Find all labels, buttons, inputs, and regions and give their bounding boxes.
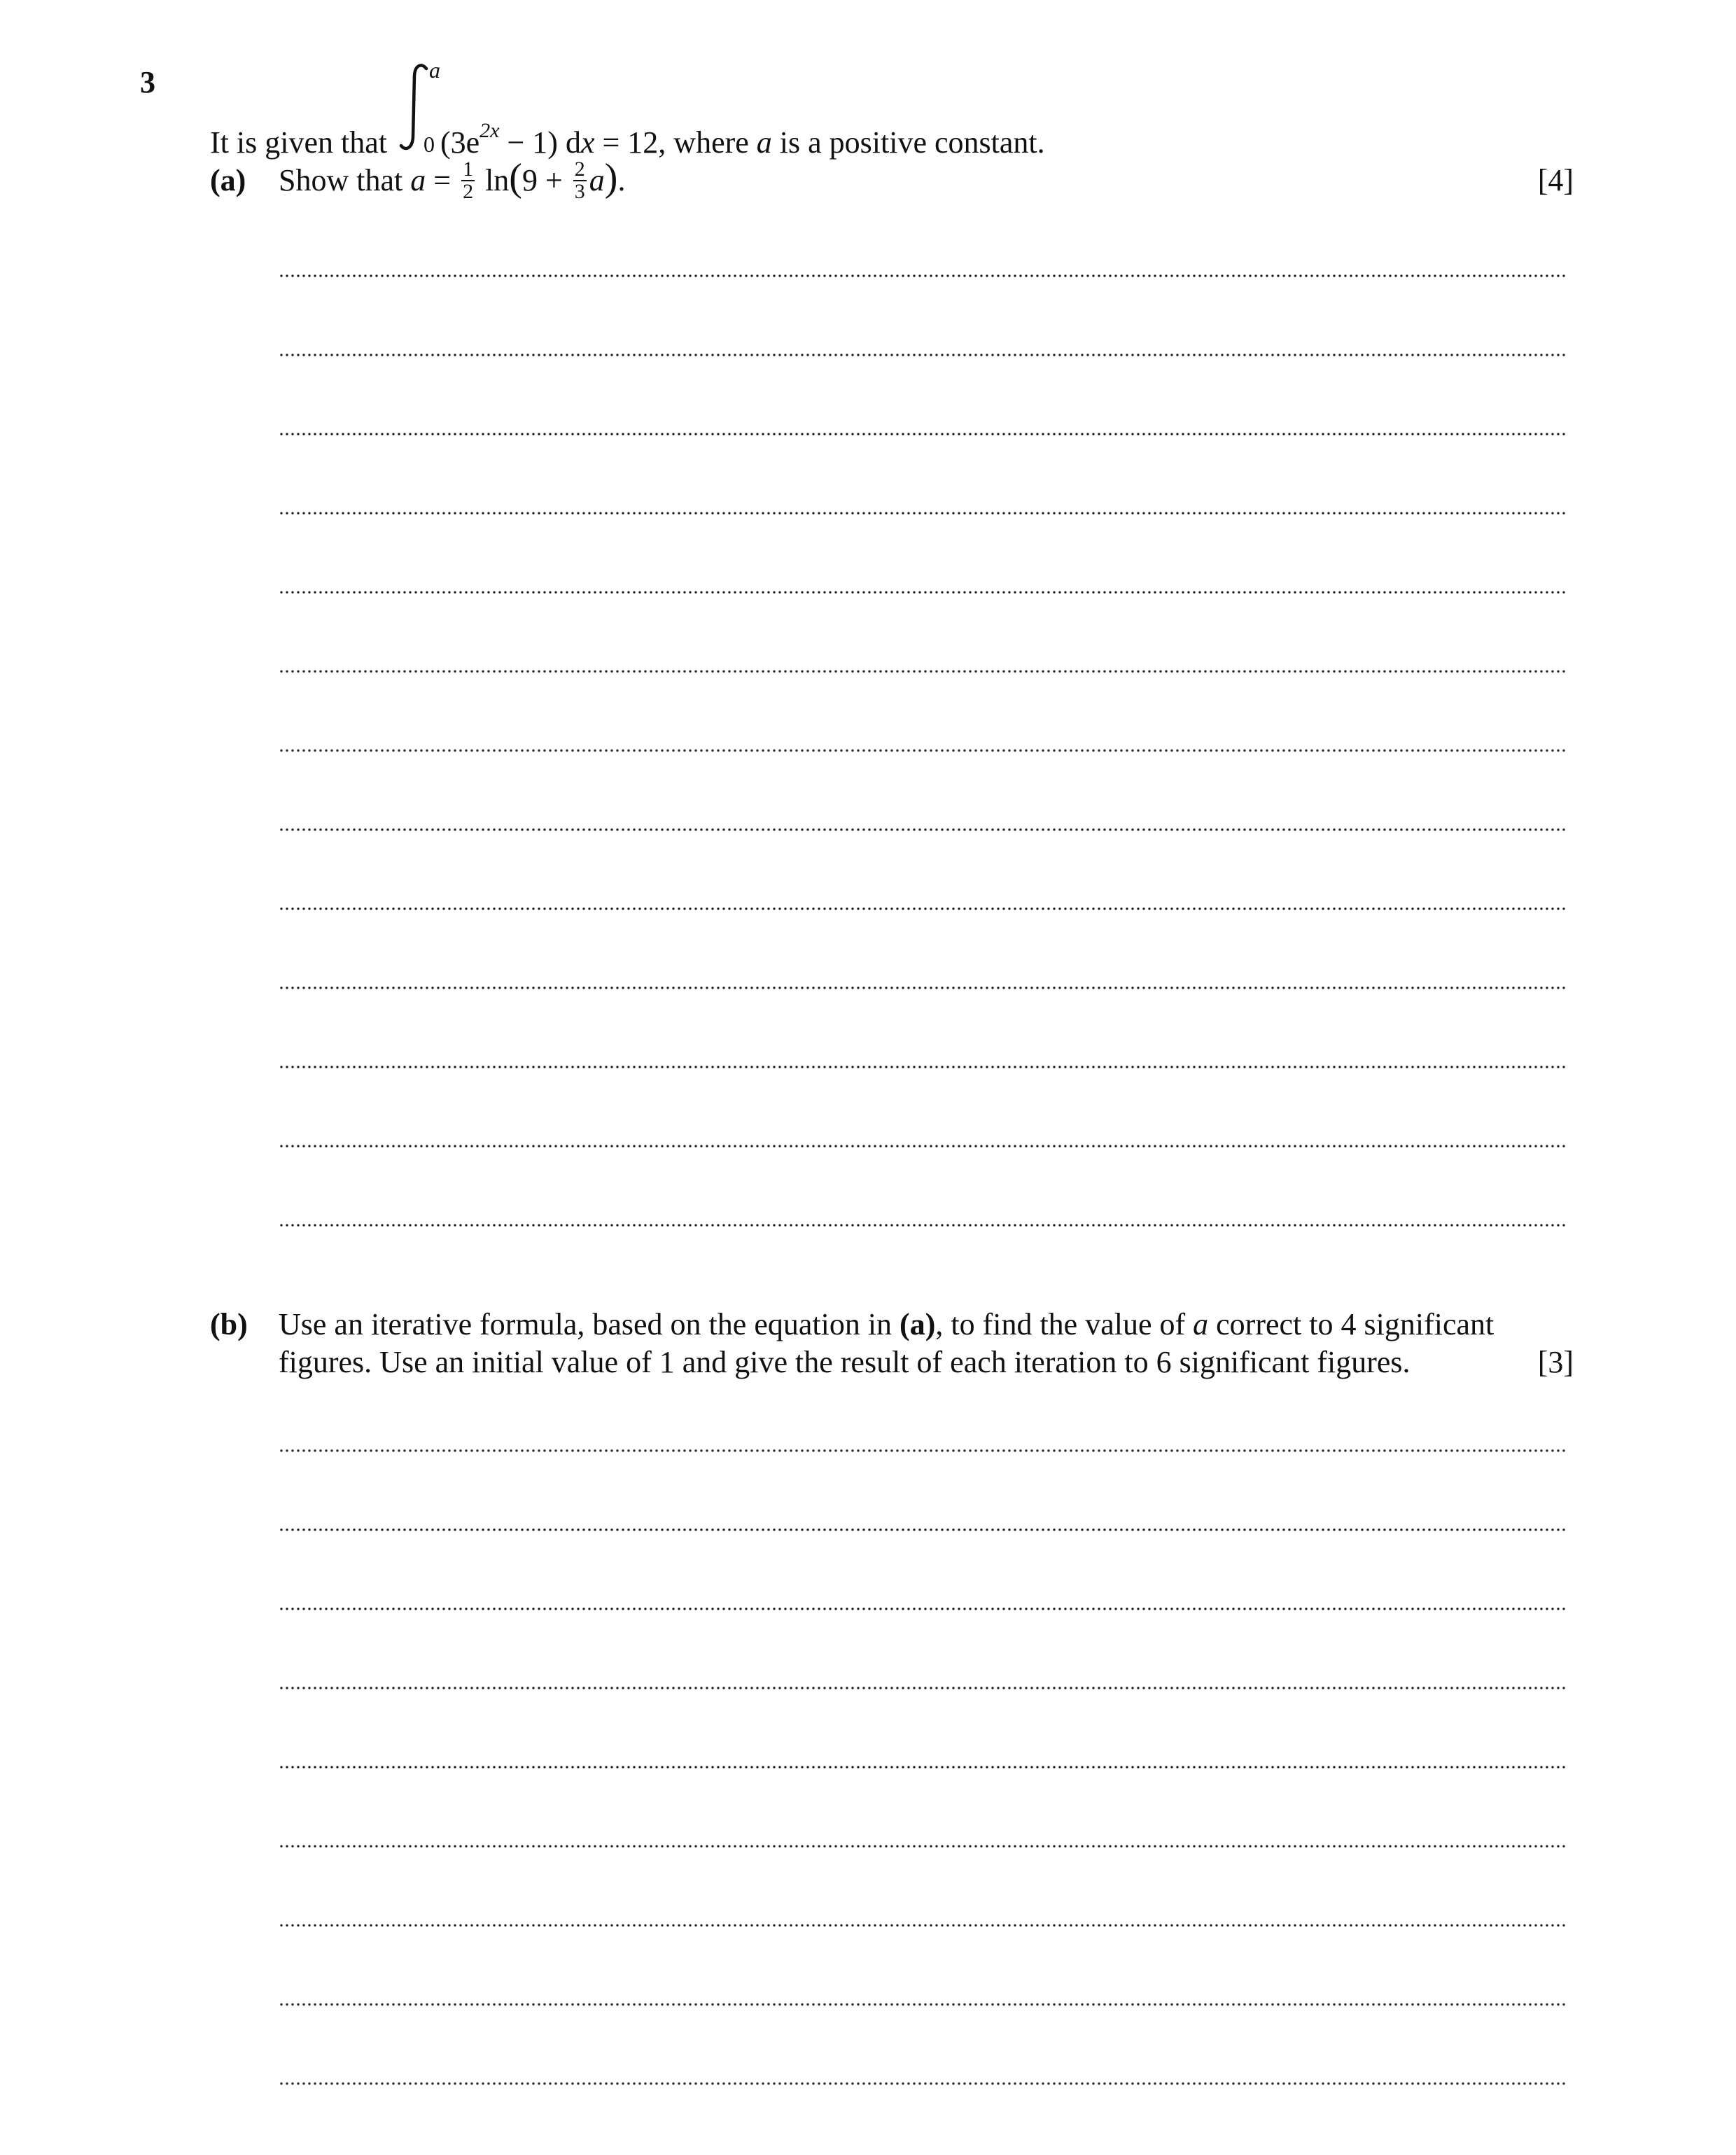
fraction-one-half — [461, 159, 475, 202]
frac2-denominator: 3 — [574, 179, 585, 203]
part-b-line1-mid: , to find the value of — [935, 1307, 1194, 1341]
stem-lead: It is given that — [210, 125, 387, 160]
integrand-close: − 1) d — [499, 125, 581, 160]
answer-line[interactable] — [279, 274, 1568, 277]
frac2-numerator: 2 — [574, 157, 585, 181]
answer-line[interactable] — [279, 1845, 1568, 1848]
answer-line[interactable] — [279, 1924, 1568, 1927]
answer-line[interactable] — [279, 1224, 1568, 1227]
answer-line[interactable] — [279, 2082, 1568, 2085]
part-a-period: . — [617, 163, 626, 197]
frac1-denominator: 2 — [463, 179, 474, 203]
part-b-line1-lead: Use an iterative formula, based on the equation in — [279, 1307, 900, 1341]
part-a-paren-open: ( — [509, 156, 522, 200]
answer-line[interactable] — [279, 1766, 1568, 1769]
part-a-label: (a) — [210, 163, 246, 197]
part-a-var: a — [410, 163, 426, 197]
answer-line[interactable] — [279, 1607, 1568, 1610]
integrand-variable: x — [580, 125, 595, 160]
answer-line[interactable] — [279, 512, 1568, 515]
part-a-text — [279, 156, 626, 205]
answer-line[interactable] — [279, 1528, 1568, 1531]
part-a-lead: Show that — [279, 163, 411, 197]
part-b-ref: (a) — [899, 1307, 936, 1341]
part-b-marks: [3] — [1537, 1345, 1574, 1379]
answer-line[interactable] — [279, 670, 1568, 673]
stem-tail: is a positive constant. — [771, 125, 1045, 160]
answer-line[interactable] — [279, 1145, 1568, 1148]
part-a-marks: [4] — [1537, 163, 1574, 197]
part-a-ln: ln — [477, 163, 510, 197]
part-a-var-2: a — [589, 163, 605, 197]
integral-lower-limit: 0 — [423, 132, 435, 157]
answer-line[interactable] — [279, 2003, 1568, 2006]
answer-line[interactable] — [279, 907, 1568, 910]
part-a-nine-plus: 9 + — [522, 163, 570, 197]
integrand — [440, 119, 1045, 164]
answer-line[interactable] — [279, 828, 1568, 831]
answer-line[interactable] — [279, 591, 1568, 594]
part-b-label: (b) — [210, 1307, 248, 1341]
frac1-numerator: 1 — [463, 157, 474, 181]
question-number: 3 — [140, 65, 155, 99]
part-b-line-2: figures. Use an initial value of 1 and give the result of each iteration to 6 significant figures. — [279, 1345, 1410, 1379]
answer-line[interactable] — [279, 433, 1568, 435]
integral-sign — [396, 57, 440, 157]
answer-line[interactable] — [279, 986, 1568, 989]
part-b-var: a — [1193, 1307, 1209, 1341]
stem-equals: = 12, where — [594, 125, 757, 160]
answer-line[interactable] — [279, 354, 1568, 356]
part-b-line1-tail: correct to 4 significant — [1208, 1307, 1494, 1341]
answer-line[interactable] — [279, 1687, 1568, 1689]
part-b-line-1 — [279, 1305, 1494, 1344]
answer-line[interactable] — [279, 1449, 1568, 1452]
part-a-paren-close: ) — [604, 156, 618, 200]
integral-upper-limit: a — [428, 57, 440, 83]
part-a-equals: = — [426, 163, 459, 197]
stem-constant: a — [756, 125, 772, 160]
integrand-open: (3e — [440, 125, 480, 160]
fraction-two-thirds — [573, 159, 587, 202]
answer-line[interactable] — [279, 749, 1568, 752]
answer-line[interactable] — [279, 1066, 1568, 1068]
integrand-exponent: 2x — [479, 119, 500, 142]
